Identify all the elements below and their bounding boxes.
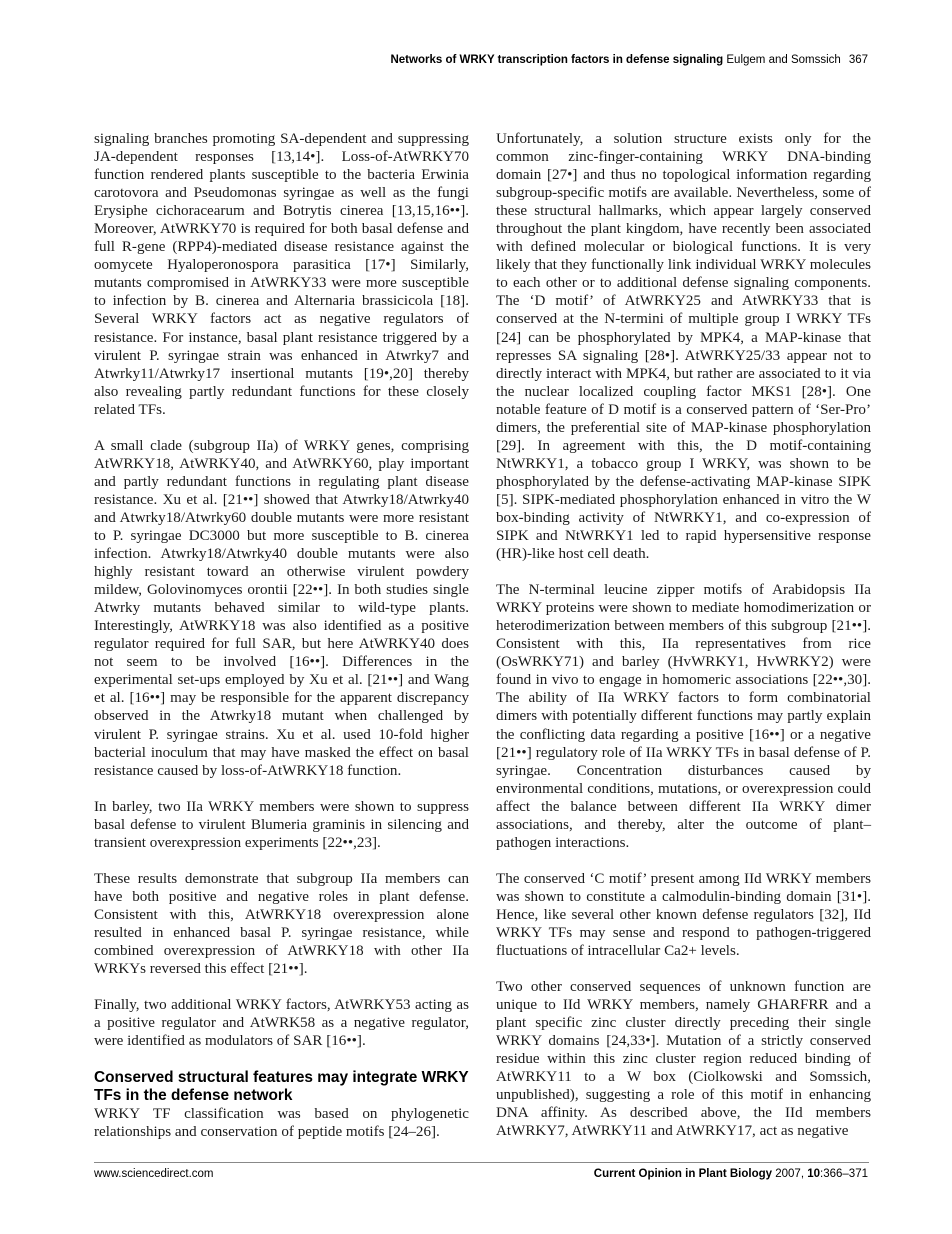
paragraph: WRKY TF classification was based on phylogenetic relationships and conservation of peptide motifs [24–26]. [94,1106,469,1141]
left-column [94,130,469,1141]
journal-year: 2007, [775,1168,805,1180]
header-authors: Eulgem and Somssich [726,54,841,66]
footer-url: www.sciencedirect.com [94,1168,214,1180]
page-number: 367 [848,54,868,66]
paragraph: In barley, two IIa WRKY members were shown to suppress basal defense to virulent Blumeria graminis in silencing and transient overexpression experiments [22••,23]. [94,798,469,851]
paragraph: The conserved ‘C motif’ present among IId WRKY members was shown to constitute a calmodulin-binding domain [31•]. Hence, like several other known defense regulators [32], IId WRKY TFs may sense and respond to pathogen-triggered fluctuations of intracellular Ca2+ levels. [496,870,871,960]
running-header [390,54,868,66]
section-heading: Conserved structural features may integrate WRKY TFs in the defense network [94,1069,469,1105]
running-title: Networks of WRKY transcription factors in defense signaling [390,54,724,66]
right-column [496,130,871,1140]
journal-pages: :366–371 [820,1168,868,1180]
footer-rule [94,1162,869,1163]
paragraph: The N-terminal leucine zipper motifs of Arabidopsis IIa WRKY proteins were shown to mediate homodimerization or heterodimerization between members of this subgroup [21••]. Consistent with this, IIa representatives from rice (OsWRKY71) and barley (HvWRKY1, HvWRKY2) were found in vivo to engage in homomeric associations [22••,30]. The ability of IIa WRKY factors to form combinatorial dimers with potentially different functions may partly explain the conflicting data regarding a positive [16••] or a negative [21••] regulatory role of IIa WRKY TFs in basal defense of P. syringae. Concentration disturbances caused by environmental conditions, mutations, or overexpression could affect the balance between different IIa WRKY dimer associations, and thereby, alter the outcome of plant–pathogen interactions. [496,582,871,851]
paragraph: signaling branches promoting SA-dependent and suppressing JA-dependent responses [13,14•]. Loss-of-AtWRKY70 function rendered plants susceptible to the bacteria Erwinia carotovora and Pseudomonas syringae as well as the fungi Erysiphe cichoracearum and Botrytis cinerea [13,15,16••]. Moreover, AtWRKY70 is required for both basal defense and full R-gene (RPP4)-mediated disease resistance against the oomycete Hyaloperonospora parasitica [17•] Similarly, mutants compromised in AtWRKY33 were more susceptible to infection by B. cinerea and Alternaria brassicicola [18]. Several WRKY factors act as negative regulators of resistance. For instance, basal plant resistance triggered by a virulent P. syringae strain was enhanced in Atwrky7 and Atwrky11/Atwrky17 insertional mutants [19•,20] thereby also revealing partly redundant functions for these closely related TFs. [94,131,469,418]
paragraph: Two other conserved sequences of unknown function are unique to IId WRKY members, namely GHARFRR and a plant specific zinc cluster directly preceding their single WRKY domains [24,33•]. Mutation of a strictly conserved residue within this zinc cluster region reduced binding of AtWRKY11 to a W box (Ciolkowski and Somssich, unpublished), suggesting a role of this motif in enhancing DNA affinity. As described above, the IId members AtWRKY7, AtWRKY11 and AtWRKY17, act as negative [496,979,871,1140]
journal-name: Current Opinion in Plant Biology [593,1168,773,1180]
paragraph: A small clade (subgroup IIa) of WRKY genes, comprising AtWRKY18, AtWRKY40, and AtWRKY60, play important and partly redundant functions in regulating plant disease resistance. Xu et al. [21••] showed that Atwrky18/Atwrky40 and Atwrky18/Atwrky60 double mutants were more resistant to P. syringae DC3000 but more susceptible to B. cinerea infection. Atwrky18/Atwrky40 double mutants were also highly resistant toward an otherwise virulent powdery mildew, Golovinomyces orontii [22••]. In both studies single Atwrky mutants behaved similar to wild-type plants. Interestingly, AtWRKY18 was also identified as a positive regulator required for full SAR, but here AtWRKY40 does not seem to be involved [16••]. Differences in the experimental set-ups employed by Xu et al. [21••] and Wang et al. [16••] may be responsible for the apparent discrepancy observed in the Atwrky18 mutant when challenged by virulent P. syringae strains. Xu et al. used 10-fold higher bacterial inoculum that may have masked the effect on basal resistance caused by loss-of-AtWRKY18 function. [94,437,469,779]
paragraph: Unfortunately, a solution structure exists only for the common zinc-finger-containing WRKY DNA-binding domain [27•] and thus no topological information regarding subgroup-specific motifs are available. Nevertheless, some of these structural hallmarks, which appear largely conserved throughout the plant kingdom, have recently been associated with defined molecular or biological functions. It is very likely that they functionally link individual WRKY molecules to each other or to additional defense signaling components. The ‘D motif’ of AtWRKY25 and AtWRKY33 that is conserved at the N-termini of multiple group I WRKY TFs [24] can be phosphorylated by MPK4, a MAP-kinase that represses SA signaling [28•]. AtWRKY25/33 appear not to directly interact with MPK4, but rather are associated to it via the nuclear localized coupling factor MKS1 [28•]. One notable feature of D motif is a conserved pattern of ‘Ser-Pro’ dimers, the preferential site of MAP-kinase phosphorylation [29]. In agreement with this, the D motif-containing NtWRKY1, a tobacco group I WRKY, was shown to be phosphorylated by the defense-activating MAP-kinase SIPK [5]. SIPK-mediated phosphorylation enhanced in vitro the W box-binding activity of NtWRKY1, and co-expression of SIPK and NtWRKY1 led to rapid hypersensitive response (HR)-like host cell death. [496,131,871,563]
footer-citation [594,1168,868,1180]
paragraph: These results demonstrate that subgroup IIa members can have both positive and negative roles in plant defense. Consistent with this, AtWRKY18 overexpression alone resulted in enhanced basal P. syringae resistance, while combined overexpression of AtWRKY18 with other IIa WRKYs reversed this effect [21••]. [94,870,469,978]
paragraph: Finally, two additional WRKY factors, AtWRKY53 acting as a positive regulator and AtWRK58 as a negative regulator, were identified as modulators of SAR [16••]. [94,997,469,1050]
journal-volume: 10 [807,1168,821,1180]
